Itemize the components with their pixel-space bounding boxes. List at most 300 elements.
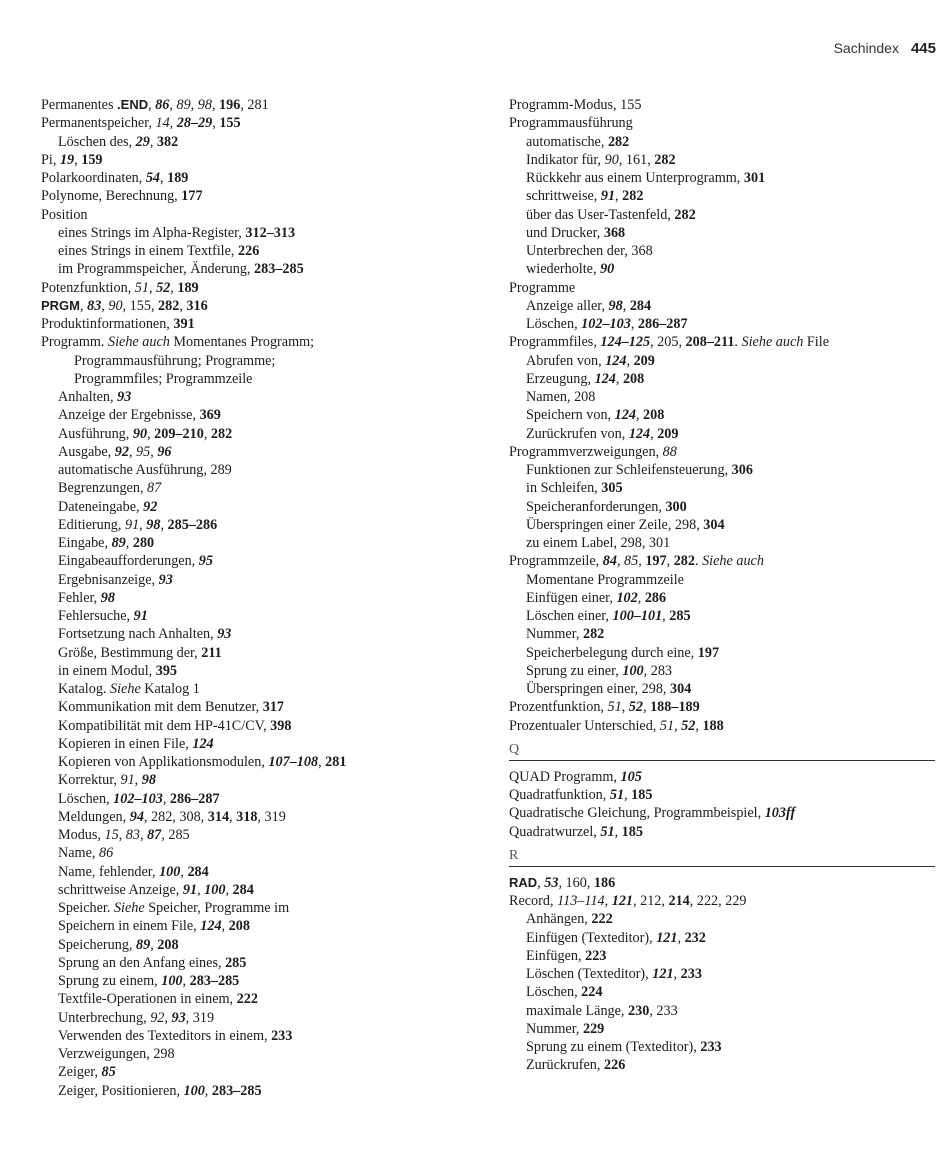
index-entry xyxy=(509,768,935,786)
index-subentry xyxy=(509,571,935,589)
entry-text-run: Rückkehr aus einem Unterprogramm, xyxy=(526,170,744,186)
entry-text-run: Speichern in einem File, xyxy=(58,918,201,935)
entry-text-run: über das User-Tastenfeld, xyxy=(526,206,675,223)
index-entry xyxy=(509,279,935,297)
entry-text-run: 233 xyxy=(700,1039,722,1055)
index-subentry xyxy=(41,242,461,260)
entry-text-run: , xyxy=(147,425,155,442)
entry-text-run: 283–285 xyxy=(254,261,304,278)
index-subentry xyxy=(509,625,935,643)
entry-text-run: Editierung, xyxy=(58,516,125,533)
index-subentry xyxy=(41,1009,461,1027)
entry-text-run: , xyxy=(616,553,625,570)
entry-text-run: 121 xyxy=(611,893,634,909)
entry-text-run: , xyxy=(164,1009,172,1026)
entry-text-run: 314 xyxy=(207,808,230,825)
entry-text-run: Name, fehlender, xyxy=(58,863,160,880)
entry-text-run: 91 xyxy=(600,188,616,205)
index-entry xyxy=(41,333,461,351)
entry-text-run: Korrektur, xyxy=(58,772,121,789)
index-subentry xyxy=(509,516,935,534)
index-entry xyxy=(509,717,935,735)
entry-text-run: 107–108 xyxy=(268,754,319,770)
entry-text-run: 51 xyxy=(600,823,615,840)
index-entry xyxy=(509,443,935,461)
entry-text-run: Katalog 1 xyxy=(140,681,200,697)
entry-text-run: Zurückrufen, xyxy=(526,1057,604,1074)
entry-text-run: 54 xyxy=(145,170,160,186)
entry-text-run: 51 xyxy=(609,787,625,803)
entry-text-run: Ergebnisanzeige, xyxy=(58,571,159,588)
entry-text-run: , xyxy=(630,316,638,332)
entry-text-run: 51 xyxy=(134,279,149,296)
entry-text-run: 224 xyxy=(581,984,603,1001)
index-subentry xyxy=(509,534,935,552)
index-subentry xyxy=(41,972,461,990)
entry-text-run: , xyxy=(229,808,237,825)
index-subentry xyxy=(509,224,935,242)
entry-text-run: 282 xyxy=(582,626,605,643)
entry-text-run: in einem Modul, xyxy=(58,662,156,679)
entry-text-run: Programmfiles; Programmzeile xyxy=(74,370,253,387)
entry-text-run: , xyxy=(621,699,629,716)
entry-text-run: 90 xyxy=(132,425,148,442)
entry-text-run: 89 xyxy=(136,936,151,953)
entry-text-run: 226 xyxy=(604,1057,626,1074)
entry-text-run: 124 xyxy=(614,407,636,424)
index-subentry xyxy=(41,662,461,680)
entry-text-run: Zeiger, xyxy=(58,1064,102,1081)
index-entry xyxy=(509,892,935,910)
index-subentry xyxy=(509,242,935,260)
entry-text-run: im Programmspeicher, Änderung, xyxy=(58,261,255,278)
entry-text-run: 124 xyxy=(200,918,222,935)
entry-text-run: 282 xyxy=(210,425,233,442)
index-entry xyxy=(41,114,461,132)
entry-text-run: Prozentfunktion, xyxy=(509,699,608,716)
entry-text-run: Name, xyxy=(58,845,99,862)
index-subentry xyxy=(41,771,461,789)
entry-text-run: Produktinformationen, xyxy=(41,316,174,332)
index-entry xyxy=(41,96,461,114)
index-entry xyxy=(41,297,461,315)
index-subentry xyxy=(41,826,461,844)
entry-text-run: 102–103 xyxy=(113,790,163,807)
entry-text-run: 284 xyxy=(629,297,652,314)
entry-text-run: Zurückrufen von, xyxy=(526,425,629,442)
index-entry xyxy=(509,698,935,716)
entry-text-run: Prozentualer Unterschied, xyxy=(509,717,660,734)
index-entry xyxy=(509,114,935,132)
entry-text-run: 103ff xyxy=(764,805,796,822)
entry-text-run: , xyxy=(74,151,82,168)
entry-text-run: 85 xyxy=(101,1064,116,1081)
index-subentry xyxy=(41,479,461,497)
entry-text-run: 86 xyxy=(155,97,170,113)
entry-text-run: Begrenzungen, xyxy=(58,480,148,497)
index-subentry xyxy=(41,917,461,935)
entry-text-run: File xyxy=(803,334,829,351)
entry-text-run: 208 xyxy=(228,918,250,935)
running-header xyxy=(834,40,936,57)
entry-text-run: schrittweise, xyxy=(526,188,601,205)
entry-text-run: 208 xyxy=(622,370,645,387)
index-subentry xyxy=(41,1063,461,1081)
entry-text-run: 189 xyxy=(167,170,189,186)
entry-text-run: , xyxy=(118,827,126,843)
index-subentry xyxy=(41,1027,461,1045)
entry-text-run: Anzeige aller, xyxy=(526,297,609,314)
entry-text-run: 285–286 xyxy=(167,516,218,533)
entry-text-run: Eingabe, xyxy=(58,535,112,551)
entry-text-run: , xyxy=(673,966,681,982)
entry-text-run: , xyxy=(125,535,133,551)
index-subentry xyxy=(41,589,461,607)
entry-text-run: 189 xyxy=(177,279,199,296)
entry-text-run: 281 xyxy=(325,754,347,770)
entry-text-run: maximale Länge, xyxy=(526,1002,629,1019)
entry-text-run: , 155, xyxy=(122,297,159,314)
entry-text-run: 391 xyxy=(173,316,195,332)
entry-text-run: 15 xyxy=(104,827,119,843)
entry-text-run: , xyxy=(318,754,326,770)
index-entry xyxy=(509,804,935,822)
index-subentry xyxy=(41,224,461,242)
index-subentry xyxy=(509,169,935,187)
entry-text-run: 83 xyxy=(87,297,102,314)
entry-text-run: 304 xyxy=(670,681,692,697)
entry-text-run: , xyxy=(650,425,658,442)
index-subentry xyxy=(41,863,461,881)
index-entry xyxy=(41,206,461,224)
entry-text-run: 98 xyxy=(141,772,156,789)
entry-text-run: Ausführung, xyxy=(58,425,133,442)
entry-text-run: , 319 xyxy=(257,808,286,825)
entry-text-run: , xyxy=(674,717,682,734)
entry-text-run: , xyxy=(182,973,190,989)
entry-text-run: Sprung zu einem (Texteditor), xyxy=(526,1039,701,1055)
entry-text-run: , xyxy=(148,97,156,113)
entry-text-run: 88 xyxy=(662,443,677,460)
entry-text-run: Unterbrechung, xyxy=(58,1009,151,1026)
entry-text-run: 223 xyxy=(585,947,607,964)
entry-text-run: Programmzeile, xyxy=(509,553,603,570)
entry-text-run: 185 xyxy=(631,787,653,803)
entry-text-run: Speicher. xyxy=(58,900,114,916)
entry-text-run: Namen, 208 xyxy=(526,389,596,405)
entry-text-run: 93 xyxy=(217,626,232,643)
entry-text-run: , xyxy=(139,516,147,533)
entry-text-run: , xyxy=(80,297,88,314)
index-subentry xyxy=(509,151,935,169)
entry-text-run: 98 xyxy=(197,97,212,113)
entry-text-run: , xyxy=(635,407,644,424)
entry-text-run: 159 xyxy=(81,151,103,168)
entry-text-run: , xyxy=(150,936,158,953)
entry-text-run: , xyxy=(622,297,630,314)
index-subentry xyxy=(509,680,935,698)
index-subentry xyxy=(41,133,461,151)
entry-text-run: Löschen (Texteditor), xyxy=(526,966,653,982)
index-subentry xyxy=(41,936,461,954)
entry-text-run: Record, xyxy=(509,893,558,909)
entry-text-run: 306 xyxy=(731,462,753,478)
entry-text-run: 28–29 xyxy=(176,115,213,132)
entry-text-run: 197 xyxy=(645,553,667,570)
entry-text-run: 214 xyxy=(668,893,690,909)
header-title: Sachindex xyxy=(833,40,899,56)
entry-text-run: , xyxy=(170,279,178,296)
entry-text-run: Fortsetzung nach Anhalten, xyxy=(58,626,218,643)
entry-text-run: 286 xyxy=(644,589,667,606)
index-subentry xyxy=(509,352,935,370)
entry-text-run: 90 xyxy=(108,297,123,314)
entry-text-run: , xyxy=(211,97,220,113)
entry-text-run: 233 xyxy=(680,966,702,982)
index-subentry xyxy=(41,808,461,826)
entry-text-run: , xyxy=(626,352,634,369)
index-subentry xyxy=(509,479,935,497)
entry-text-run: Polynome, Berechnung, xyxy=(41,188,182,205)
index-subentry xyxy=(41,881,461,899)
entry-text-run: Anhalten, xyxy=(58,389,118,405)
entry-text-run: 301 xyxy=(743,170,766,186)
index-subentry xyxy=(509,947,935,965)
entry-text-run: Eingabeaufforderungen, xyxy=(58,553,199,570)
entry-text-run: 209 xyxy=(657,425,679,442)
entry-text-run: Programmausführung; Programme; xyxy=(74,352,276,369)
entry-text-run: 230 xyxy=(628,1002,650,1019)
entry-text-run: 93 xyxy=(171,1009,186,1026)
entry-text-run: 229 xyxy=(582,1020,605,1037)
entry-text-run: 94 xyxy=(129,808,144,825)
entry-text-run: 369 xyxy=(199,407,221,424)
entry-text-run: 197 xyxy=(697,644,720,661)
entry-text-run: 52 xyxy=(156,279,171,296)
entry-text-run: 102–103 xyxy=(581,316,631,332)
index-subentry xyxy=(41,425,461,443)
index-subentry xyxy=(509,133,935,151)
entry-text-run: Sprung zu einer, xyxy=(526,662,623,679)
entry-text-run: Einfügen, xyxy=(526,947,586,964)
entry-text-run: Überspringen einer, 298, xyxy=(526,681,671,697)
entry-text-run: Löschen des, xyxy=(58,133,136,150)
entry-text-run: , xyxy=(624,787,632,803)
entry-text-run: Anhängen, xyxy=(526,911,592,928)
entry-text-run: 188 xyxy=(702,717,724,734)
index-subentry xyxy=(41,352,461,370)
entry-text-run: Löschen einer, xyxy=(526,608,613,624)
index-subentry xyxy=(509,929,935,947)
index-subentry xyxy=(41,899,461,917)
entry-text-run: 185 xyxy=(621,823,643,840)
index-subentry xyxy=(41,680,461,698)
entry-text-run: zu einem Label, 298, 301 xyxy=(526,535,671,551)
entry-text-run: , xyxy=(134,772,142,789)
entry-text-run: 124 xyxy=(594,370,616,387)
entry-text-run: Programme xyxy=(509,279,576,296)
index-entry xyxy=(41,169,461,187)
index-subentry xyxy=(509,644,935,662)
entry-text-run: Momentane Programmzeile xyxy=(526,571,684,588)
index-subentry xyxy=(41,1045,461,1063)
entry-text-run: , xyxy=(637,589,645,606)
entry-text-run: 226 xyxy=(238,243,260,259)
entry-text-run: Textfile-Operationen in einem, xyxy=(58,991,237,1008)
entry-text-run: 208 xyxy=(157,936,179,953)
entry-text-run: 89 xyxy=(111,535,126,551)
entry-text-run: Erzeugung, xyxy=(526,370,595,387)
entry-text-run: , xyxy=(180,863,188,880)
entry-text-run: 96 xyxy=(157,443,172,460)
entry-text-run: 29 xyxy=(135,133,150,150)
index-entry xyxy=(509,874,935,892)
entry-text-run: Speichern von, xyxy=(526,407,615,424)
section-heading-r: R xyxy=(509,848,935,867)
entry-text-run: 282 xyxy=(674,206,696,223)
index-subentry xyxy=(509,910,935,928)
entry-text-run: , 285 xyxy=(161,827,190,843)
entry-text-run: Zeiger, Positionieren, xyxy=(58,1082,184,1099)
index-subentry xyxy=(509,498,935,516)
entry-text-run: , xyxy=(101,297,109,314)
entry-text-run: 312–313 xyxy=(245,224,296,241)
entry-text-run: Speicher, Programme im xyxy=(144,900,290,916)
index-subentry xyxy=(41,370,461,388)
entry-text-run: Permanentes xyxy=(41,97,118,113)
entry-text-run: , xyxy=(695,717,703,734)
entry-text-run: Löschen, xyxy=(526,316,582,332)
entry-text-run: 102 xyxy=(616,589,638,606)
entry-text-run: 100 xyxy=(183,1082,205,1099)
entry-text-run: Funktionen zur Schleifensteuerung, xyxy=(526,462,732,478)
entry-text-run: 51 xyxy=(607,699,622,716)
entry-text-run: 155 xyxy=(219,115,241,132)
entry-text-run: 196 xyxy=(219,97,241,113)
entry-text-run: Kopieren in einen File, xyxy=(58,735,193,752)
index-subentry xyxy=(509,370,935,388)
entry-text-run: 92 xyxy=(114,443,129,460)
entry-text-run: , xyxy=(204,1082,212,1099)
entry-text-run: Dateneingabe, xyxy=(58,498,144,515)
entry-text-run: Löschen, xyxy=(526,984,582,1001)
entry-text-run: .END xyxy=(117,97,149,112)
index-subentry xyxy=(41,844,461,862)
entry-text-run: , xyxy=(160,516,168,533)
entry-text-run: 286–287 xyxy=(637,316,688,332)
entry-text-run: 398 xyxy=(270,717,292,734)
entry-text-run: Sprung zu einem, xyxy=(58,973,162,989)
index-subentry xyxy=(41,260,461,278)
entry-text-run: , 205, xyxy=(650,334,686,351)
index-subentry xyxy=(41,571,461,589)
entry-text-run: PRGM xyxy=(41,297,80,313)
index-subentry xyxy=(509,589,935,607)
entry-text-run: Meldungen, xyxy=(58,808,130,825)
entry-text-run: 91 xyxy=(120,772,135,789)
entry-text-run: , xyxy=(225,881,233,898)
index-subentry xyxy=(41,644,461,662)
index-subentry xyxy=(509,965,935,983)
entry-text-run: Kopieren von Applikationsmodulen, xyxy=(58,754,269,770)
entry-text-run: schrittweise Anzeige, xyxy=(58,881,183,898)
entry-text-run: 232 xyxy=(684,929,706,946)
entry-text-run: , xyxy=(190,97,198,113)
entry-text-run: Polarkoordinaten, xyxy=(41,170,146,186)
index-subentry xyxy=(509,983,935,1001)
entry-text-run: 100 xyxy=(204,881,226,898)
entry-text-run: 286–287 xyxy=(169,790,220,807)
entry-text-run: 208 xyxy=(643,407,665,424)
entry-text-run: 280 xyxy=(132,535,155,551)
entry-text-run: , xyxy=(169,97,177,113)
entry-text-run: Siehe auch xyxy=(702,553,764,570)
entry-text-run: Programmverzweigungen, xyxy=(509,443,663,460)
entry-text-run: , 281 xyxy=(240,97,269,113)
index-subentry xyxy=(41,388,461,406)
entry-text-run: RAD xyxy=(509,874,538,890)
entry-text-run: , xyxy=(148,279,157,296)
entry-text-run: Anzeige der Ergebnisse, xyxy=(58,407,200,424)
entry-text-run: eines Strings im Alpha-Register, xyxy=(58,224,246,241)
entry-text-run: Siehe auch xyxy=(741,334,804,351)
entry-text-run: Abrufen von, xyxy=(526,352,606,369)
entry-text-run: Speicheranforderungen, xyxy=(526,498,666,515)
entry-text-run: 92 xyxy=(150,1009,165,1026)
entry-text-run: Potenzfunktion, xyxy=(41,279,135,296)
index-subentry xyxy=(509,187,935,205)
entry-text-run: Modus, xyxy=(58,827,105,843)
entry-text-run: automatische, xyxy=(526,133,608,150)
entry-text-run: , xyxy=(162,790,170,807)
entry-text-run: , xyxy=(149,133,157,150)
entry-text-run: 90 xyxy=(604,151,619,168)
index-subentry xyxy=(41,735,461,753)
entry-text-run: Nummer, xyxy=(526,1020,583,1037)
entry-text-run: 19 xyxy=(59,151,75,168)
entry-text-run: 89 xyxy=(176,97,191,113)
entry-text-run: 282 xyxy=(654,151,676,168)
entry-text-run: 53 xyxy=(544,874,559,891)
entry-text-run: Quadratische Gleichung, Programmbeispiel, xyxy=(509,805,765,822)
entry-text-run: Überspringen einer Zeile, 298, xyxy=(526,516,704,533)
entry-text-run: , xyxy=(604,893,612,909)
entry-text-run: , xyxy=(203,425,211,442)
index-subentry xyxy=(509,297,935,315)
entry-text-run: 304 xyxy=(703,516,725,533)
entry-text-run: , xyxy=(642,699,651,716)
entry-text-run: 285 xyxy=(669,608,691,624)
index-subentry xyxy=(41,607,461,625)
entry-text-run: , 212, xyxy=(633,893,669,909)
index-subentry xyxy=(41,443,461,461)
entry-text-run: 98 xyxy=(100,589,115,606)
index-subentry xyxy=(41,698,461,716)
index-subentry xyxy=(509,406,935,424)
index-subentry xyxy=(41,406,461,424)
entry-text-run: 92 xyxy=(143,498,158,515)
index-subentry xyxy=(41,552,461,570)
entry-text-run: 209–210 xyxy=(154,425,204,442)
entry-text-run: , xyxy=(537,874,545,891)
index-entry xyxy=(509,333,935,351)
entry-text-run: 282 xyxy=(158,297,180,314)
entry-text-run: 222 xyxy=(236,991,258,1008)
index-subentry xyxy=(509,206,935,224)
index-subentry xyxy=(509,1038,935,1056)
entry-text-run: automatische Ausführung, 289 xyxy=(58,462,232,478)
entry-text-run: 105 xyxy=(620,768,642,785)
